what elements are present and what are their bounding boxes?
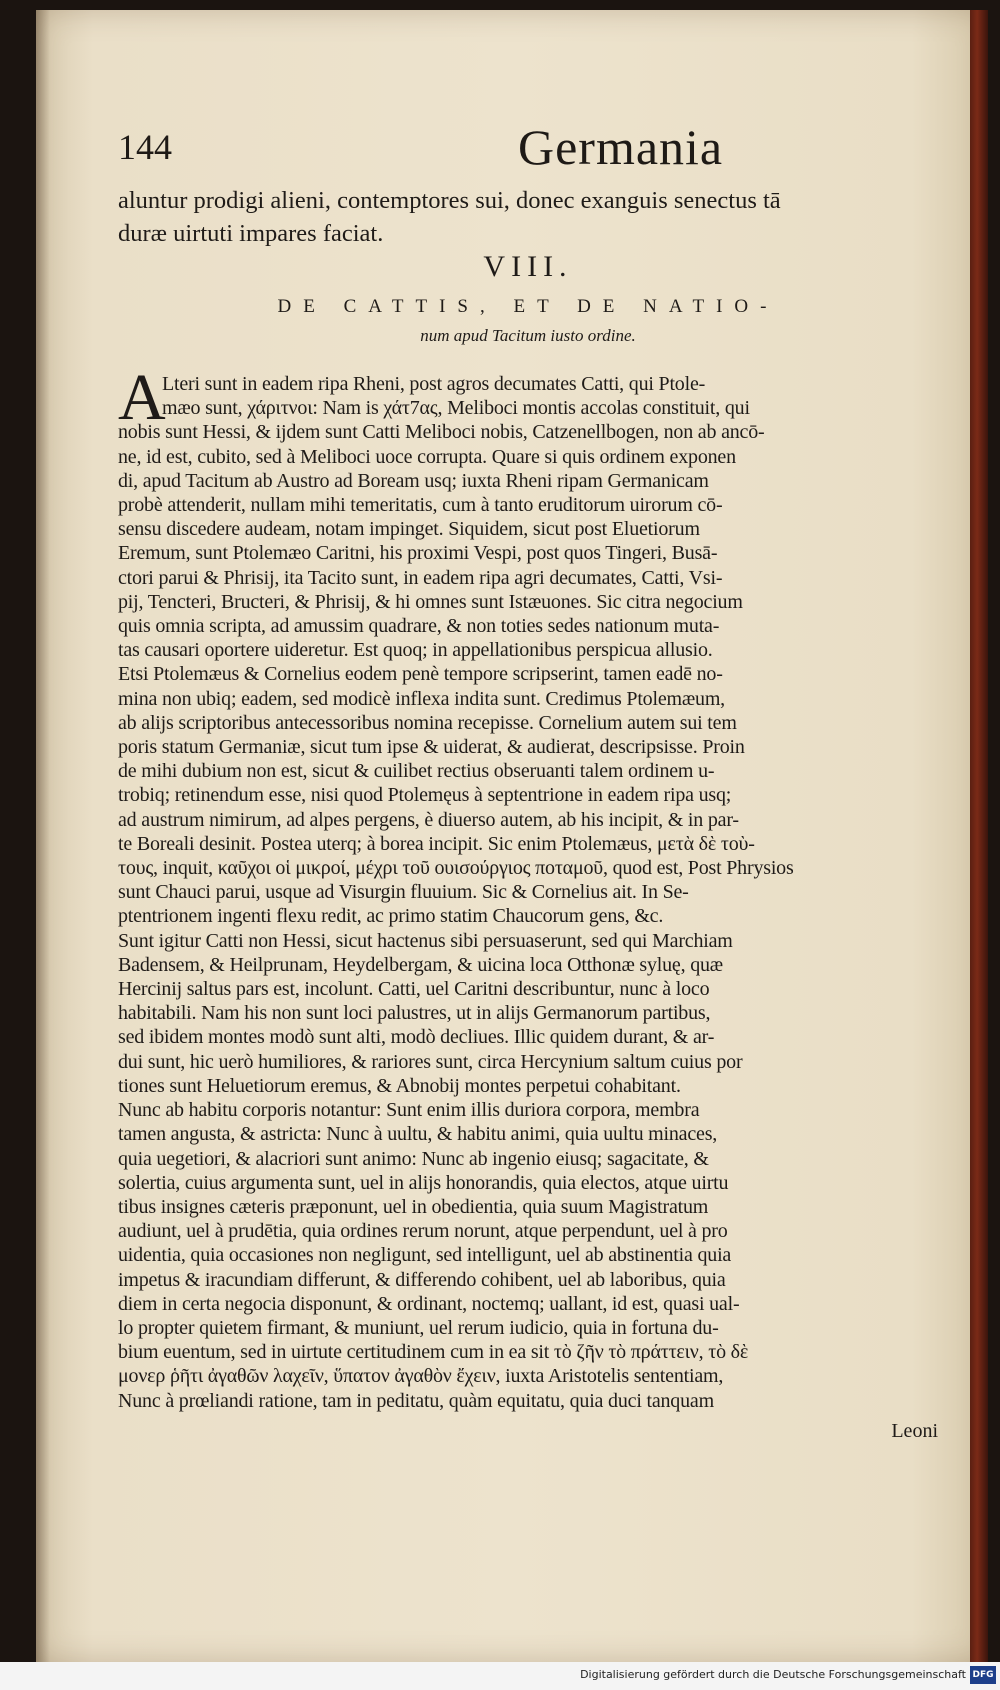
text-line: ptentrionem ingenti flexu redit, ac primo statim Chaucorum gens, &c.: [118, 905, 664, 928]
chapter-subtitle: num apud Tacitum iusto ordine.: [420, 326, 636, 345]
text-line: tibus insignes cæteris præponunt, uel in obedientia, quia suum Magistratum: [118, 1195, 709, 1218]
text-line: sunt Chauci parui, usque ad Visurgin fluuium. Sic & Cornelius ait. In Se-: [118, 881, 689, 904]
text-line: bium euentum, sed in uirtute certitudinem cum in ea sit τὸ ζῆν τὸ πράττειν, τὸ δὲ: [118, 1341, 749, 1364]
text-line: ne, id est, cubito, sed à Meliboci uoce corrupta. Quare si quis ordinem exponen: [118, 445, 736, 468]
text-line: Lteri sunt in eadem ripa Rheni, post agros decumates Catti, qui Ptole-: [162, 373, 706, 395]
text-line: nobis sunt Hessi, & ijdem sunt Catti Meliboci nobis, Catzenellbogen, non ab ancō-: [118, 421, 765, 444]
footer-credit: Digitalisierung gefördert durch die Deutsche Forschungsgemeinschaft: [580, 1668, 966, 1681]
text-line: habitabili. Nam his non sunt loci palustres, ut in alijs Germanorum partibus,: [118, 1002, 711, 1025]
text-line: trobiq; retinendum esse, nisi quod Ptolemęus à septentrione in eadem ripa usq;: [118, 784, 732, 807]
spine-shadow: [36, 10, 50, 1662]
text-line: sed ibidem montes modò sunt alti, modò decliues. Illic quidem durant, & ar-: [118, 1026, 715, 1049]
text-line: impetus & iracundiam differunt, & differendo cohibent, uel ab laboribus, quia: [118, 1268, 726, 1291]
text-line: di, apud Tacitum ab Austro ad Boream usq; iuxta Rheni ripam Germanicam: [118, 469, 709, 492]
text-line: Eremum, sunt Ptolemæo Caritni, his proximi Vespi, post quos Tingeri, Busā-: [118, 542, 718, 565]
text-line: lo propter quietem firmant, & muniunt, uel rerum iudicio, quia in fortuna du-: [118, 1316, 719, 1339]
catchword: Leoni: [891, 1420, 938, 1442]
dfg-logo-icon: DFG: [970, 1666, 996, 1684]
text-line: tiones sunt Heluetiorum eremus, & Abnobij montes perpetui cohabitant.: [118, 1074, 681, 1097]
text-line: ctori parui & Phrisij, ita Tacito sunt, in eadem ripa agri decumates, Catti, Vsi-: [118, 566, 723, 589]
running-head: [118, 118, 918, 184]
text-line: Nunc à prœliandi ratione, tam in peditatu, quàm equitatu, quia duci tanquam: [118, 1389, 714, 1412]
text-line: Etsi Ptolemæus & Cornelius eodem penè tempore scripserint, tamen eadē no-: [118, 663, 723, 686]
text-line: duræ uirtuti impares faciat.: [118, 220, 384, 247]
text-line: pij, Tencteri, Bructeri, & Phrisij, & hi omnes sunt Istæuones. Sic citra negocium: [118, 590, 743, 613]
text-line: uidentia, quia occasiones non negligunt, sed intelligunt, uel ab abstinentia quia: [118, 1244, 732, 1267]
text-line: quis omnia scripta, ad amussim quadrare, & non toties sedes nationum muta-: [118, 615, 720, 638]
text-line: Sunt igitur Catti non Hessi, sicut hactenus sibi persuaserunt, sed qui Marchiam: [118, 929, 733, 952]
text-line: Nunc ab habitu corporis notantur: Sunt enim illis duriora corpora, membra: [118, 1099, 700, 1122]
text-line: mæo sunt, χάριτνοι: Nam is χάτ7ας, Meliboci montis accolas constituit, qui: [162, 397, 750, 420]
text-line: sensu discedere audeam, notam impinget. Siquidem, sicut post Eluetiorum: [118, 518, 700, 541]
chapter-title: DE CATTIS, ET DE NATIO-: [277, 296, 779, 317]
text-line: audiunt, uel à prudētia, quia ordines rerum norunt, atque perpendunt, uel à pro: [118, 1220, 728, 1243]
text-line: probè attenderit, nullam mihi temeritatis, cum à tanto eruditorum uirorum cō-: [118, 494, 723, 517]
footer-bar: [0, 1662, 1000, 1690]
text-line: ad austrum nimirum, ad alpes pergens, è diuerso autem, ab his incipit, & in par-: [118, 808, 739, 831]
text-line: de mihi dubium non est, sicut & cuilibet rectius obseruanti talem ordinem u-: [118, 760, 715, 783]
text-line: τους, inquit, καῦχοι οἱ μικροί, μέχρι τοῦ ουισούργιος ποταμοῦ, quod est, Post Phrysios: [118, 857, 794, 880]
text-line: tas causari oportere uideretur. Est quoq; in appellationibus perspicua allusio.: [118, 639, 713, 662]
text-line: Badensem, & Heilprunam, Heydelbergam, & uicina loca Otthonæ syluę, quæ: [118, 953, 723, 976]
text-line: poris statum Germaniæ, sicut tum ipse & uiderat, & audierat, descripsisse. Proin: [118, 736, 745, 759]
text-line: ab alijs scriptoribus antecessoribus nomina recepisse. Cornelium autem sui tem: [118, 711, 737, 734]
text-line: tamen angusta, & astricta: Nunc à uultu, & habitu animi, quia uultu minaces,: [118, 1123, 718, 1146]
text-line: quia uegetiori, & alacriori sunt animo: Nunc ab ingenio eiusq; sagacitate, &: [118, 1147, 709, 1170]
text-line: solertia, cuius argumenta sunt, uel in alijs honorandis, quia electos, atque uirtu: [118, 1171, 729, 1194]
text-line: te Boreali desinit. Postea uterq; à borea incipit. Sic enim Ptolemæus, μετὰ δὲ τοὺ-: [118, 832, 755, 855]
text-line: Hercinij saltus pars est, incolunt. Catti, uel Caritni describuntur, nunc à loco: [118, 978, 710, 1001]
text-line: μονερ ῥῆτι ἀγαθῶν λαχεῖν, ὕπατον ἀγαθὸν ἔχειν, iuxta Aristotelis sententiam,: [118, 1365, 724, 1388]
chapter-number: VIII.: [483, 250, 573, 283]
text-line: aluntur prodigi alieni, contemptores sui, donec exanguis senectus tā: [118, 187, 781, 214]
page-edge: [970, 10, 988, 1662]
text-line: mina non ubiq; eadem, sed modicè inflexa indita sunt. Credimus Ptolemæum,: [118, 687, 725, 710]
intro-paragraph: [118, 184, 938, 250]
running-title: Germania: [518, 119, 724, 175]
drop-capital: A: [118, 361, 166, 434]
text-line: diem in certa negocia disponunt, & ordinant, noctemq; uallant, id est, quasi ual-: [118, 1292, 740, 1315]
body-text: [118, 361, 938, 1413]
page-number: 144: [118, 127, 172, 167]
text-line: dui sunt, hic uerò humiliores, & rariores sunt, circa Hercynium saltum cuius por: [118, 1050, 743, 1073]
